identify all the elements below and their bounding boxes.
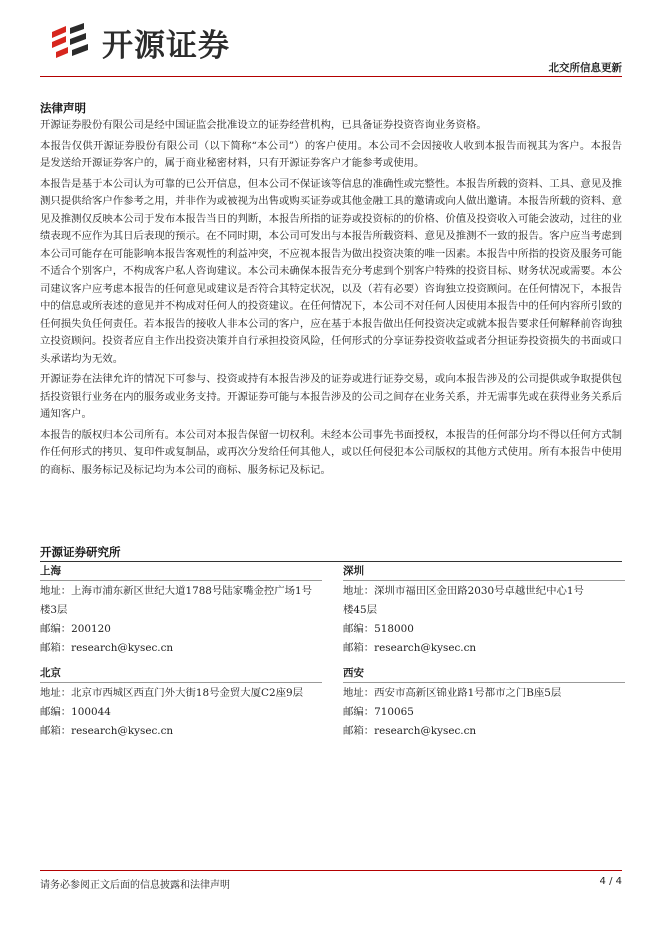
office-divider <box>40 580 322 581</box>
legal-paragraph: 本报告仅供开源证券股份有限公司（以下简称“本公司”）的客户使用。本公司不会因接收人收到本报告而视其为客户。本报告是发送给开源证券客户的，属于商业秘密材料，只有开源证券客户才能参考或使用。 <box>40 139 622 169</box>
office-divider <box>343 682 625 683</box>
page-header <box>40 18 622 76</box>
footer-disclaimer: 请务必参阅正文后面的信息披露和法律声明 <box>40 880 230 891</box>
company-logo <box>50 22 230 62</box>
office-divider <box>40 682 322 683</box>
logo-text: 开源证券 <box>102 27 230 64</box>
office-city: 深圳 <box>343 565 364 577</box>
page-number: 4 / 4 <box>599 876 622 887</box>
office-address: 地址：上海市浦东新区世纪大道1788号陆家嘴金控广场1号 <box>40 585 313 597</box>
office-email[interactable]: 邮箱：research@kysec.cn <box>343 642 477 654</box>
kaiyuan-logo-icon <box>50 22 94 62</box>
legal-paragraph: 开源证券股份有限公司是经中国证监会批准设立的证券经营机构，已具备证券投资咨询业务资格。 <box>40 119 487 131</box>
office-email[interactable]: 邮箱：research@kysec.cn <box>40 642 174 654</box>
office-address-cont: 楼45层 <box>343 604 378 616</box>
header-divider <box>40 76 622 77</box>
report-type-label: 北交所信息更新 <box>548 62 622 74</box>
office-xian <box>343 665 625 741</box>
office-email[interactable]: 邮箱：research@kysec.cn <box>343 725 477 737</box>
office-address-cont: 楼3层 <box>40 604 68 616</box>
legal-section-title: 法律声明 <box>40 101 86 115</box>
office-postcode: 邮编：710065 <box>343 706 414 718</box>
institute-divider <box>40 561 622 562</box>
office-city: 北京 <box>40 667 61 679</box>
office-shanghai <box>40 563 322 658</box>
institute-title: 开源证券研究所 <box>40 545 121 559</box>
office-address: 地址：西安市高新区锦业路1号都市之门B座5层 <box>343 687 562 699</box>
office-postcode: 邮编：100044 <box>40 706 111 718</box>
office-postcode: 邮编：200120 <box>40 623 111 635</box>
footer-divider <box>40 870 622 871</box>
office-address: 地址：深圳市福田区金田路2030号卓越世纪中心1号 <box>343 585 584 597</box>
office-email[interactable]: 邮箱：research@kysec.cn <box>40 725 174 737</box>
office-address: 地址：北京市西城区西直门外大街18号金贸大厦C2座9层 <box>40 687 303 699</box>
office-city: 西安 <box>343 667 364 679</box>
legal-paragraph: 本报告的版权归本公司所有。本公司对本报告保留一切权利。未经本公司事先书面授权，本报告的任何部分均不得以任何方式制作任何形式的拷贝、复印件或复制品，或再次分发给任何其他人，或以任何侵犯本公司版权的其他方式使用。所有本报告中使用的商标、服务标记及标记均为本公司的商标、服务标记及标记。 <box>40 428 622 476</box>
office-beijing <box>40 665 322 741</box>
legal-paragraph: 开源证券在法律允许的情况下可参与、投资或持有本报告涉及的证券或进行证券交易，或向本报告涉及的公司提供或争取提供包括投资银行业务在内的服务或业务支持。开源证券可能与本报告涉及的公司之间存在业务关系，并无需事先或在获得业务关系后通知客户。 <box>40 373 622 420</box>
legal-paragraphs <box>40 117 622 482</box>
legal-paragraph: 本报告是基于本公司认为可靠的已公开信息，但本公司不保证该等信息的准确性或完整性。本报告所载的资料、工具、意见及推测只提供给客户作参考之用，并非作为或被视为出售或购买证券或其他金融工具的邀请或向人做出邀请。本报告所载的资料、意见及推测仅反映本公司于发布本报告当日的判断，本报告所指的证券或投资标的的价格、价值及投资收入可能会波动，过往的业绩表现不应作为其日后表现的预示。在不同时期，本公司可发出与本报告所载资料、意见及推测不一致的报告。客户应当考虑到本公司可能存在可能影响本报告客观性的利益冲突，不应视本报告为做出投资决策的唯一因素。本报告中所指的投资及服务可能不适合个别客户，不构成客户私人咨询建议。本公司未确保本报告充分考虑到个别客户特殊的投资目标、财务状况或需要。本公司建议客户应考虑本报告的任何意见或建议是否符合其特定状况，以及（若有必要）咨询独立投资顾问。在任何情况下，本报告中的信息或所表述的意见并不构成对任何人的投资建议。在任何情况下，本公司不对任何人因使用本报告中的任何内容所引致的任何损失负任何责任。若本报告的接收人非本公司的客户，应在基于本报告做出任何投资决定或就本报告要求任何解释前咨询独立投资顾问。投资者应自主作出投资决策并自行承担投资风险，任何形式的分享证券投资收益或者分担证券投资损失的书面或口头承诺均为无效。 <box>40 177 622 365</box>
office-shenzhen <box>343 563 625 658</box>
office-divider <box>343 580 625 581</box>
office-city: 上海 <box>40 565 61 577</box>
office-postcode: 邮编：518000 <box>343 623 414 635</box>
